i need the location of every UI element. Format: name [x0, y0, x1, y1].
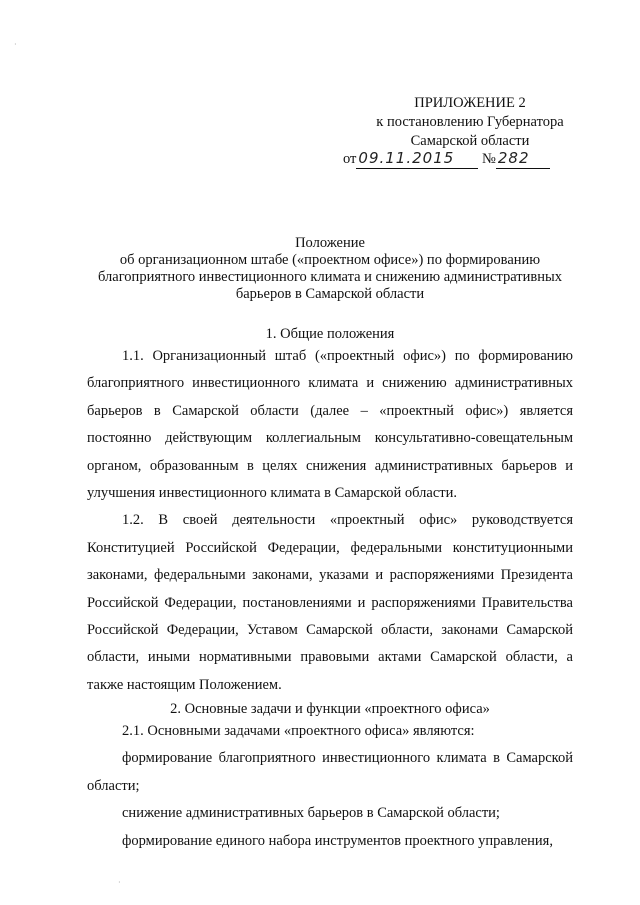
section-2-heading: 2. Основные задачи и функции «проектного офиса» [170, 701, 490, 717]
title-line: барьеров в Самарской области [235, 286, 425, 302]
task-item: снижение административных барьеров в Самарской области; [122, 805, 500, 822]
scan-speck: · [118, 878, 121, 887]
number-field [496, 149, 550, 169]
appendix-title: ПРИЛОЖЕНИЕ 2 [414, 95, 526, 111]
paragraph-1-2: 1.2. В своей деятельности «проектный офис» руководствуется Конституцией Российской Федерации, федеральными конституционными законами, федеральными законами, указами и распоряжениями Президента Российской Федерации, постановлениями и распоряжениями Правительства Российской Федерации, Уставом Самарской области, законами Самарской области, иными нормативными правовыми актами Самарской области, а также настоящим Положением. [87, 512, 573, 693]
scan-speck: · [14, 40, 17, 49]
appendix-header [350, 94, 590, 151]
appendix-decree: к постановлению Губернатора [376, 114, 564, 130]
task-item: формирование благоприятного инвестиционного климата в Самарской области; [87, 750, 573, 794]
decree-date-line [343, 149, 550, 169]
section-2-body [87, 718, 573, 855]
task-item: формирование единого набора инструментов проектного управления, [122, 832, 553, 849]
date-field [356, 149, 478, 169]
handwritten-number: 282 [497, 149, 530, 167]
paragraph-2-1: 2.1. Основными задачами «проектного офиса» являются: [122, 723, 475, 739]
appendix-region: Самарской области [410, 133, 530, 149]
date-prefix: от [343, 151, 357, 167]
document-title [95, 235, 565, 303]
title-line: об организационном штабе («проектном офисе») по формированию [119, 252, 541, 268]
paragraph-1-1: 1.1. Организационный штаб («проектный офис») по формированию благоприятного инвестиционного климата и снижению административных барьеров в Самарской области (далее – «проектный офис») является постоянно действующим коллегиальным консультативно-совещательным органом, образованным в целях снижения административных барьеров и улучшения инвестиционного климата в Самарской области. [87, 348, 573, 502]
title-line: Положение [295, 235, 365, 251]
section-1-heading: 1. Общие положения [265, 326, 395, 342]
handwritten-date: 09.11.2015 [358, 149, 455, 167]
number-label: № [482, 151, 496, 167]
title-line: благоприятного инвестиционного климата и снижению административных [98, 269, 562, 285]
section-1-body [87, 343, 573, 699]
